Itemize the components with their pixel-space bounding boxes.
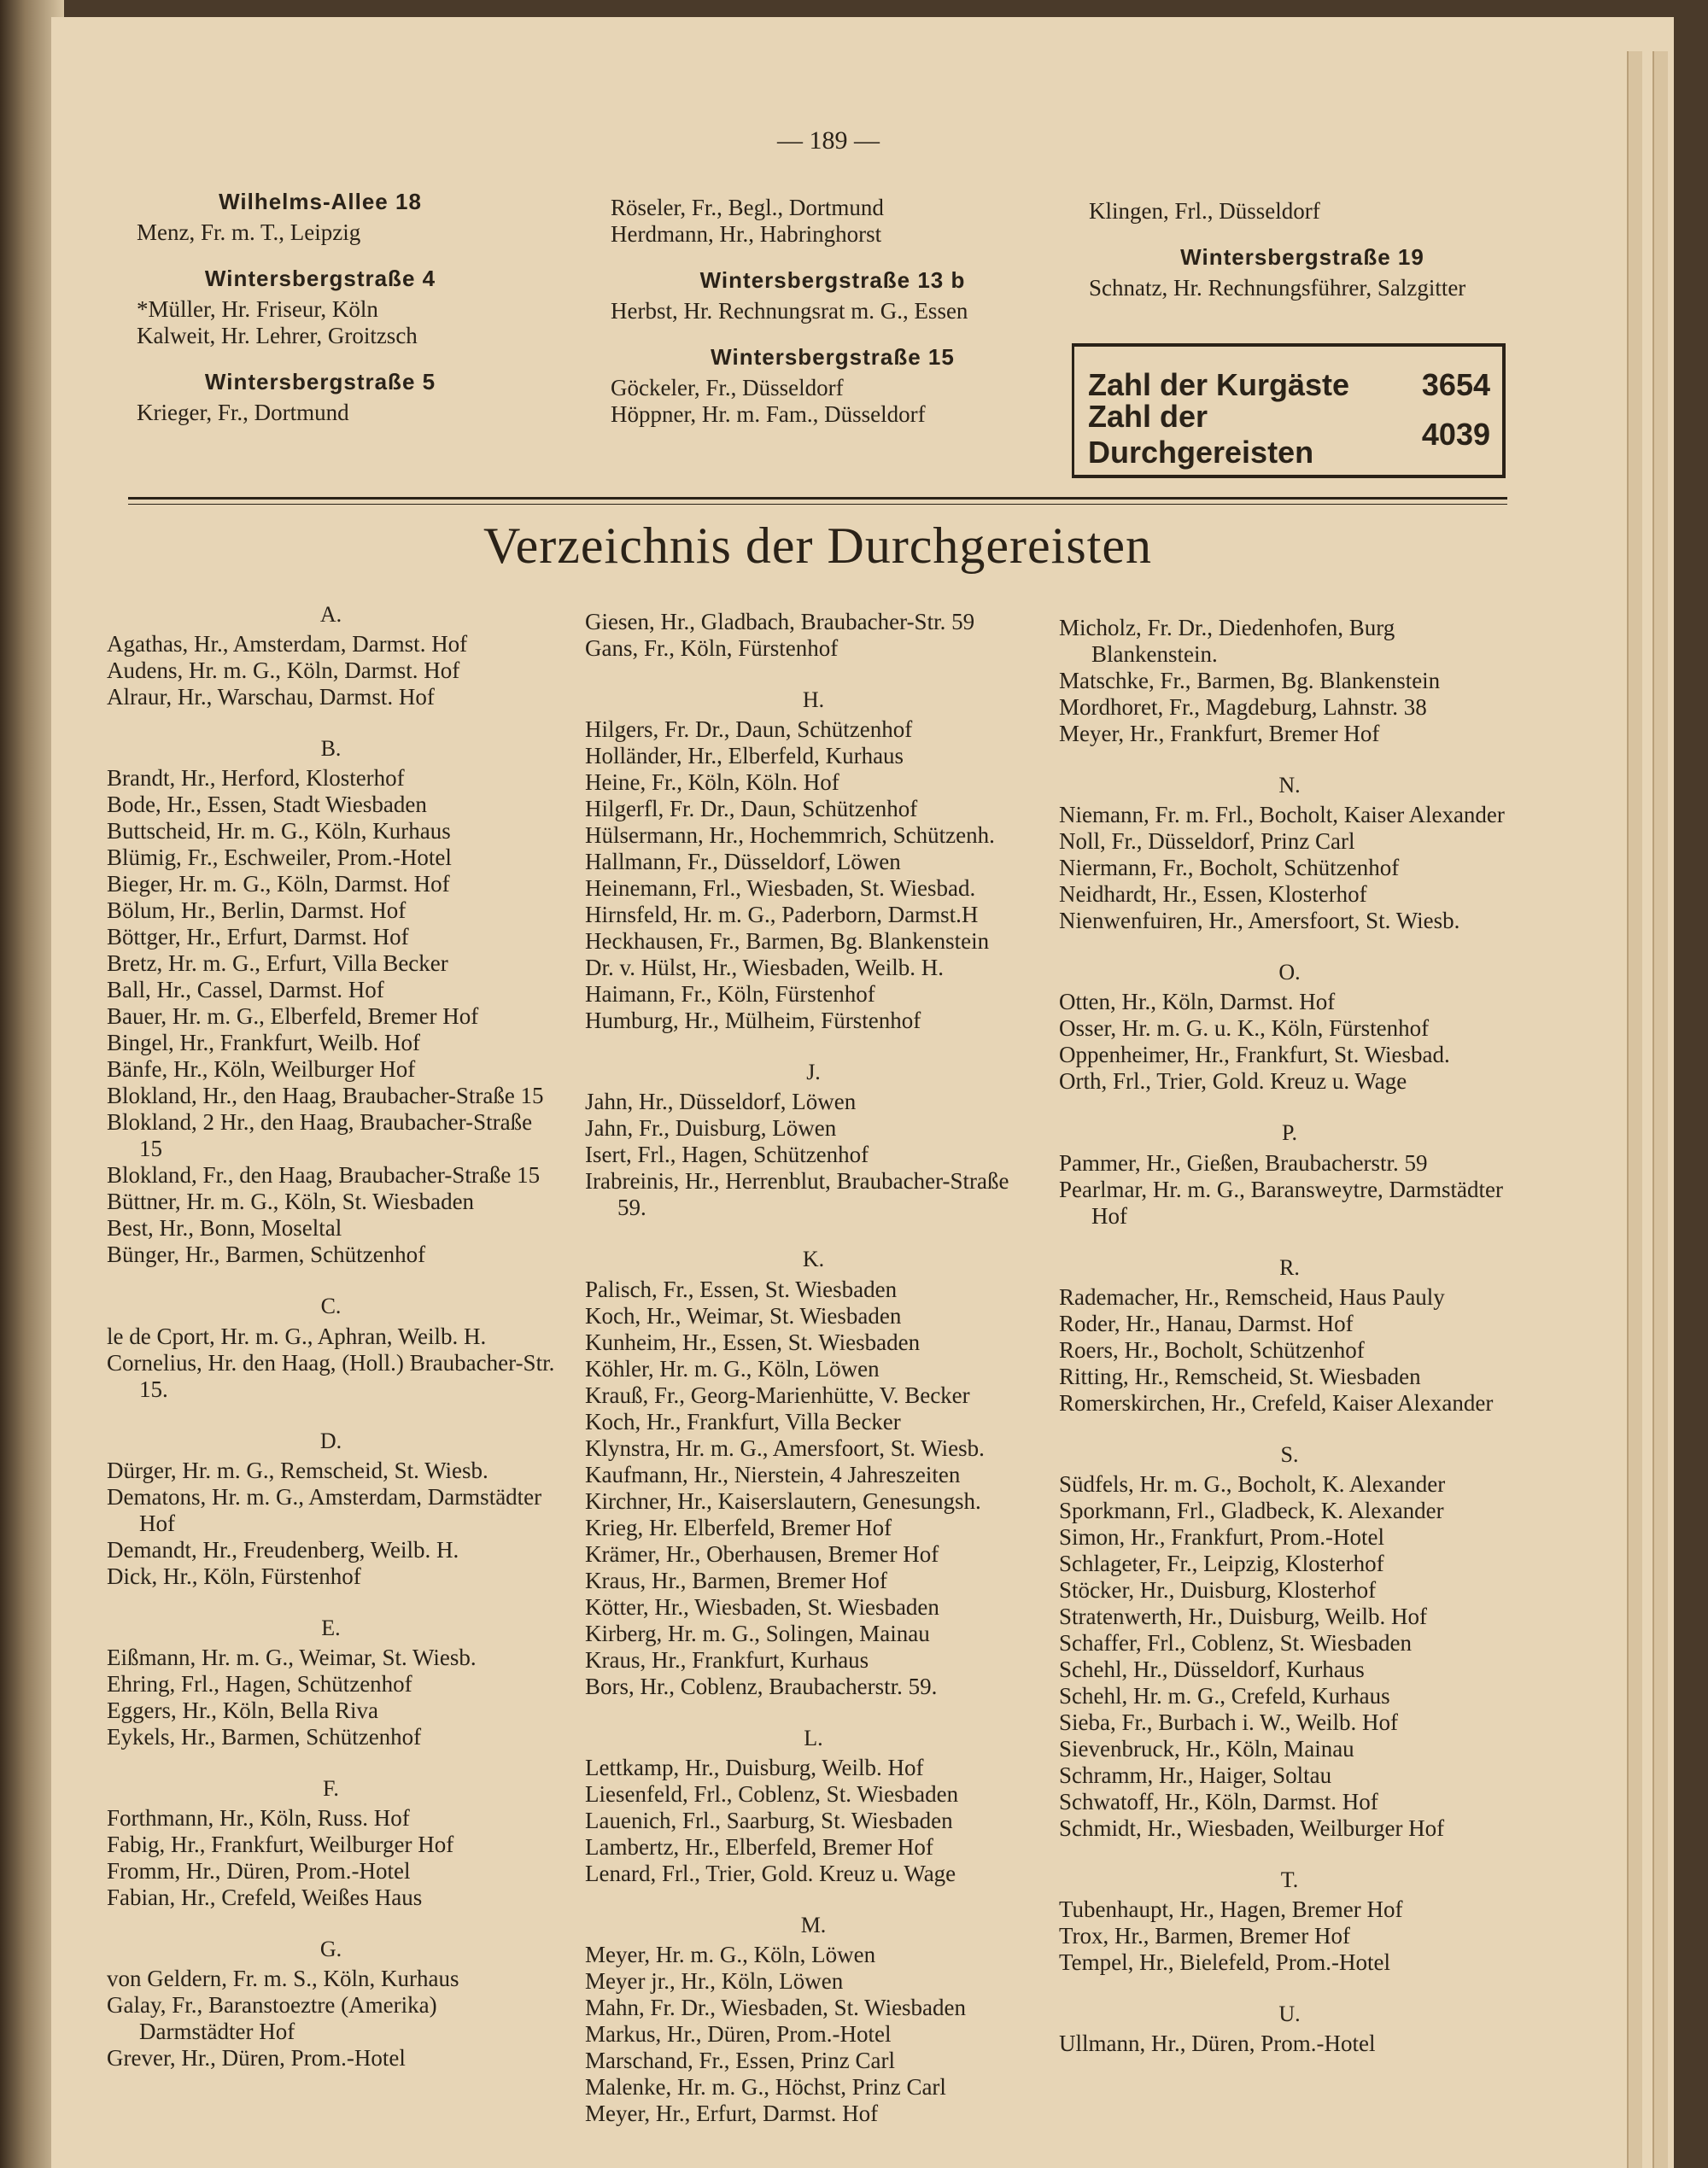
top-column-middle	[611, 195, 1055, 428]
traveler-entry: Sieba, Fr., Burbach i. W., Weilb. Hof	[1059, 1709, 1399, 1736]
traveler-entry: Koch, Hr., Weimar, St. Wiesbaden	[585, 1302, 902, 1329]
traveler-entry: Kraus, Hr., Barmen, Bremer Hof	[585, 1567, 887, 1593]
traveler-entry: Köhler, Hr. m. G., Köln, Löwen	[585, 1355, 880, 1382]
guest-entry: Herdmann, Hr., Habringhorst	[611, 221, 882, 247]
traveler-entry: Krauß, Fr., Georg-Marienhütte, V. Becker	[585, 1382, 970, 1408]
street-heading: Wintersbergstraße 15	[711, 344, 955, 370]
traveler-entry: Tempel, Hr., Bielefeld, Prom.-Hotel	[1059, 1949, 1391, 1976]
traveler-entry: Ritting, Hr., Remscheid, St. Wiesbaden	[1059, 1363, 1421, 1389]
letter-heading: P.	[1281, 1120, 1298, 1146]
page-title: Verzeichnis der Durchgereisten	[483, 517, 1152, 574]
traveler-entry: Rademacher, Hr., Remscheid, Haus Pauly	[1059, 1283, 1445, 1310]
traveler-entry: Malenke, Hr. m. G., Höchst, Prinz Carl	[585, 2074, 946, 2101]
letter-heading: D.	[319, 1428, 342, 1453]
traveler-entry: Büttner, Hr. m. G., Köln, St. Wiesbaden	[107, 1189, 475, 1215]
traveler-entry: Krieg, Hr. Elberfeld, Bremer Hof	[585, 1514, 892, 1540]
guest-entry: *Müller, Hr. Friseur, Köln	[137, 296, 378, 322]
traveler-entry: Bänfe, Hr., Köln, Weilburger Hof	[107, 1056, 416, 1083]
letter-heading: B.	[320, 736, 342, 762]
traveler-entry: Bors, Hr., Coblenz, Braubacherstr. 59.	[585, 1673, 938, 1699]
traveler-entry: Holländer, Hr., Elberfeld, Kurhaus	[585, 743, 904, 769]
traveler-entry: Kötter, Hr., Wiesbaden, St. Wiesbaden	[585, 1593, 939, 1620]
traveler-entry: Bünger, Hr., Barmen, Schützenhof	[107, 1242, 426, 1268]
traveler-entry: Fabig, Hr., Frankfurt, Weilburger Hof	[107, 1832, 454, 1858]
directory-column-middle	[585, 609, 1042, 2127]
traveler-entry: Ehring, Frl., Hagen, Schützenhof	[107, 1671, 412, 1698]
traveler-entry: Dr. v. Hülst, Hr., Wiesbaden, Weilb. H.	[585, 955, 944, 981]
traveler-entry: Dematons, Hr. m. G., Amsterdam, Darmstädter Hof	[107, 1483, 542, 1536]
traveler-entry: Heine, Fr., Köln, Köln. Hof	[585, 769, 839, 796]
traveler-entry: Romerskirchen, Hr., Crefeld, Kaiser Alexander	[1059, 1389, 1494, 1416]
letter-heading: E.	[321, 1615, 341, 1640]
traveler-entry: Pammer, Hr., Gießen, Braubacherstr. 59	[1059, 1149, 1428, 1176]
traveler-entry: Audens, Hr. m. G., Köln, Darmst. Hof	[107, 657, 460, 684]
traveler-entry: Sporkmann, Frl., Gladbeck, K. Alexander	[1059, 1498, 1444, 1524]
traveler-entry: Sievenbruck, Hr., Köln, Mainau	[1059, 1736, 1354, 1762]
traveler-entry: Kraus, Hr., Frankfurt, Kurhaus	[585, 1646, 869, 1673]
guest-entry: Herbst, Hr. Rechnungsrat m. G., Essen	[611, 298, 968, 324]
traveler-entry: Eggers, Hr., Köln, Bella Riva	[107, 1698, 378, 1724]
traveler-entry: Fromm, Hr., Düren, Prom.-Hotel	[107, 1858, 411, 1885]
traveler-entry: Dürger, Hr. m. G., Remscheid, St. Wiesb.	[107, 1457, 488, 1483]
traveler-entry: Blokland, Hr., den Haag, Braubacher-Straße 15	[107, 1083, 544, 1109]
street-heading: Wilhelms-Allee 18	[219, 189, 422, 214]
guest-entry: Höppner, Hr. m. Fam., Düsseldorf	[611, 401, 926, 427]
traveler-entry: Niemann, Fr. m. Frl., Bocholt, Kaiser Alexander	[1059, 802, 1505, 828]
traveler-entry: Otten, Hr., Köln, Darmst. Hof	[1059, 989, 1336, 1015]
traveler-entry: Pearlmar, Hr. m. G., Baranswеytre, Darmstädter Hof	[1059, 1176, 1504, 1229]
traveler-entry: von Geldern, Fr. m. S., Köln, Kurhaus	[107, 1966, 459, 1992]
page-edge	[1652, 51, 1668, 2168]
traveler-entry: Dick, Hr., Köln, Fürstenhof	[107, 1563, 361, 1589]
traveler-entry: Meyer jr., Hr., Köln, Löwen	[585, 1968, 844, 1995]
letter-heading: O.	[1278, 960, 1301, 985]
traveler-entry: Stöcker, Hr., Duisburg, Klosterhof	[1059, 1577, 1377, 1604]
guest-entry: Göckeler, Fr., Düsseldorf	[611, 375, 844, 400]
top-column-right	[1089, 198, 1516, 301]
traveler-entry: Krämer, Hr., Oberhausen, Bremer Hof	[585, 1540, 939, 1567]
traveler-entry: Humburg, Hr., Mülheim, Fürstenhof	[585, 1008, 921, 1034]
traveler-entry: Schwatoff, Hr., Köln, Darmst. Hof	[1059, 1789, 1378, 1815]
traveler-entry: Niermann, Fr., Bocholt, Schützenhof	[1059, 855, 1400, 881]
durchgereisten-row	[1088, 399, 1490, 470]
page-number: — 189 —	[777, 126, 880, 155]
traveler-entry: Orth, Frl., Trier, Gold. Kreuz u. Wage	[1059, 1068, 1407, 1095]
traveler-entry: Osser, Hr. m. G. u. K., Köln, Fürstenhof	[1059, 1015, 1430, 1042]
traveler-entry: Blokland, 2 Hr., den Haag, Braubacher-Straße 15	[107, 1109, 533, 1162]
letter-heading: C.	[320, 1294, 342, 1319]
traveler-entry: Kirchner, Hr., Kaiserslautern, Genesungsh.	[585, 1487, 981, 1514]
traveler-entry: Ball, Hr., Cassel, Darmst. Hof	[107, 977, 384, 1003]
traveler-entry: Galay, Fr., Baranstoeztre (Amerika) Darmstädter Hof	[107, 1992, 437, 2045]
traveler-entry: Ullmann, Hr., Düren, Prom.-Hotel	[1059, 2031, 1376, 2057]
street-heading: Wintersbergstraße 5	[204, 369, 436, 394]
traveler-entry: Jahn, Fr., Duisburg, Löwen	[585, 1115, 837, 1142]
directory-column-left	[107, 602, 555, 2072]
traveler-entry: Hirnsfeld, Hr. m. G., Paderborn, Darmst.H	[585, 902, 979, 928]
traveler-entry: Markus, Hr., Düren, Prom.-Hotel	[585, 2021, 892, 2048]
letter-heading: L.	[804, 1725, 823, 1750]
traveler-entry: Tubenhaupt, Hr., Hagen, Bremer Hof	[1059, 1896, 1403, 1923]
traveler-entry: Agathas, Hr., Amsterdam, Darmst. Hof	[107, 631, 468, 657]
traveler-entry: Schaffer, Frl., Coblenz, St. Wiesbaden	[1059, 1630, 1413, 1657]
durchgereisten-label: Zahl der Durchgereisten	[1088, 399, 1314, 470]
traveler-entry: Marschand, Fr., Essen, Prinz Carl	[585, 2048, 895, 2074]
traveler-entry: Klynstra, Hr. m. G., Amersfoort, St. Wiesb.	[585, 1435, 985, 1461]
traveler-entry: Jahn, Hr., Düsseldorf, Löwen	[585, 1089, 857, 1115]
traveler-entry: Schramm, Hr., Haiger, Soltau	[1059, 1762, 1332, 1789]
traveler-entry: Trox, Hr., Barmen, Bremer Hof	[1059, 1923, 1350, 1949]
traveler-entry: Fabian, Hr., Crefeld, Weißes Haus	[107, 1885, 423, 1911]
traveler-entry: Demandt, Hr., Freudenberg, Weilb. H.	[107, 1536, 459, 1563]
traveler-entry: Oppenheimer, Hr., Frankfurt, St. Wiesbad.	[1059, 1042, 1450, 1068]
traveler-entry: Böttger, Hr., Erfurt, Darmst. Hof	[107, 924, 409, 950]
traveler-entry: Kaufmann, Hr., Nierstein, 4 Jahreszeiten	[585, 1461, 961, 1487]
traveler-entry: Matschke, Fr., Barmen, Bg. Blankenstein	[1059, 668, 1441, 693]
traveler-entry: Stratenwerth, Hr., Duisburg, Weilb. Hof	[1059, 1604, 1428, 1630]
traveler-entry: Bretz, Hr. m. G., Erfurt, Villa Becker	[107, 950, 448, 977]
letter-heading: F.	[323, 1776, 339, 1802]
traveler-entry: Liesenfeld, Frl., Coblenz, St. Wiesbaden	[585, 1780, 959, 1807]
traveler-entry: Brandt, Hr., Herford, Klosterhof	[107, 765, 405, 792]
traveler-entry: Blokland, Fr., den Haag, Braubacher-Straße 15	[107, 1162, 541, 1189]
traveler-entry: Irabreinis, Hr., Herrenblut, Braubacher-Straße 59.	[585, 1168, 1009, 1221]
guest-entry: Schnatz, Hr. Rechnungsführer, Salzgitter	[1089, 275, 1466, 301]
traveler-entry: Palisch, Fr., Essen, St. Wiesbaden	[585, 1276, 898, 1302]
traveler-entry: Mordhoret, Fr., Magdeburg, Lahnstr. 38	[1059, 694, 1427, 720]
letter-heading: R.	[1279, 1254, 1300, 1280]
guest-count-box	[1072, 343, 1506, 478]
letter-heading: G.	[319, 1937, 342, 1962]
traveler-entry: Meyer, Hr., Frankfurt, Bremer Hof	[1059, 721, 1380, 746]
letter-heading: M.	[800, 1912, 827, 1937]
guest-entry: Röseler, Fr., Begl., Dortmund	[611, 195, 884, 220]
traveler-entry: Eykels, Hr., Barmen, Schützenhof	[107, 1724, 422, 1750]
traveler-entry: Meyer, Hr. m. G., Köln, Löwen	[585, 1942, 876, 1968]
traveler-entry: Hilgers, Fr. Dr., Daun, Schützenhof	[585, 716, 913, 743]
traveler-entry: Hilgerfl, Fr. Dr., Daun, Schützenhof	[585, 796, 918, 822]
traveler-entry: Roder, Hr., Hanau, Darmst. Hof	[1059, 1310, 1354, 1336]
traveler-entry: Roers, Hr., Bocholt, Schützenhof	[1059, 1336, 1365, 1363]
traveler-entry: Mahn, Fr. Dr., Wiesbaden, St. Wiesbaden	[585, 1995, 967, 2021]
traveler-entry: le de Cport, Hr. m. G., Aphran, Weilb. H.	[107, 1323, 487, 1349]
street-heading: Wintersbergstraße 19	[1180, 244, 1424, 270]
guest-entry: Krieger, Fr., Dortmund	[137, 400, 349, 425]
traveler-entry: Lauenich, Frl., Saarburg, St. Wiesbaden	[585, 1807, 953, 1833]
traveler-entry: Nienwenfuiren, Hr., Amersfoort, St. Wiesb.	[1059, 908, 1460, 934]
traveler-entry: Südfels, Hr. m. G., Bocholt, K. Alexander	[1059, 1471, 1446, 1498]
traveler-entry: Kirberg, Hr. m. G., Solingen, Mainau	[585, 1620, 930, 1646]
guest-entry: Kalweit, Hr. Lehrer, Groitzsch	[137, 323, 418, 348]
traveler-entry: Bauer, Hr. m. G., Elberfeld, Bremer Hof	[107, 1003, 479, 1030]
letter-heading: A.	[319, 602, 342, 627]
traveler-entry: Micholz, Fr. Dr., Diedenhofen, Burg Blankenstein.	[1059, 615, 1395, 667]
top-column-left	[137, 188, 504, 426]
durchgereisten-value: 4039	[1421, 417, 1490, 452]
traveler-entry: Meyer, Hr., Erfurt, Darmst. Hof	[585, 2101, 879, 2127]
traveler-entry: Schlageter, Fr., Leipzig, Klosterhof	[1059, 1551, 1384, 1577]
traveler-entry: Lambertz, Hr., Elberfeld, Bremer Hof	[585, 1833, 933, 1860]
guest-entry: Klingen, Frl., Düsseldorf	[1089, 198, 1320, 224]
traveler-entry: Alraur, Hr., Warschau, Darmst. Hof	[107, 684, 435, 710]
letter-heading: T.	[1280, 1867, 1299, 1893]
traveler-entry: Buttscheid, Hr. m. G., Köln, Kurhaus	[107, 818, 451, 844]
traveler-entry: Neidhardt, Hr., Essen, Klosterhof	[1059, 881, 1367, 908]
letter-heading: N.	[1278, 773, 1301, 798]
traveler-entry: Lenard, Frl., Trier, Gold. Kreuz u. Wage	[585, 1860, 956, 1886]
traveler-entry: Gans, Fr., Köln, Fürstenhof	[585, 635, 839, 661]
kurgaeste-label: Zahl der Kurgäste	[1088, 367, 1350, 402]
traveler-entry: Eißmann, Hr. m. G., Weimar, St. Wiesb.	[107, 1645, 477, 1671]
traveler-entry: Noll, Fr., Düsseldorf, Prinz Carl	[1059, 828, 1355, 855]
letter-heading: H.	[802, 687, 825, 712]
section-divider	[128, 497, 1507, 500]
street-heading: Wintersbergstraße 13 b	[699, 267, 966, 293]
traveler-entry: Hallmann, Fr., Düsseldorf, Löwen	[585, 849, 901, 875]
traveler-entry: Grever, Hr., Düren, Prom.-Hotel	[107, 2045, 406, 2072]
letter-heading: U.	[1278, 2001, 1301, 2027]
letter-heading: K.	[802, 1247, 825, 1272]
traveler-entry: Bode, Hr., Essen, Stadt Wiesbaden	[107, 792, 427, 818]
traveler-entry: Heinemann, Frl., Wiesbaden, St. Wiesbad.	[585, 875, 976, 902]
traveler-entry: Isert, Frl., Hagen, Schützenhof	[585, 1142, 869, 1168]
traveler-entry: Bölum, Hr., Berlin, Darmst. Hof	[107, 897, 407, 924]
traveler-entry: Simon, Hr., Frankfurt, Prom.-Hotel	[1059, 1524, 1384, 1551]
traveler-entry: Schehl, Hr. m. G., Crefeld, Kurhaus	[1059, 1683, 1390, 1709]
traveler-entry: Schehl, Hr., Düsseldorf, Kurhaus	[1059, 1657, 1365, 1683]
traveler-entry: Forthmann, Hr., Köln, Russ. Hof	[107, 1805, 410, 1832]
traveler-entry: Lettkamp, Hr., Duisburg, Weilb. Hof	[585, 1754, 924, 1780]
traveler-entry: Hülsermann, Hr., Hochemmrich, Schützenh.	[585, 822, 995, 849]
traveler-entry: Haimann, Fr., Köln, Fürstenhof	[585, 981, 875, 1008]
traveler-entry: Schmidt, Hr., Wiesbaden, Weilburger Hof	[1059, 1815, 1445, 1842]
traveler-entry: Koch, Hr., Frankfurt, Villa Becker	[585, 1408, 901, 1435]
traveler-entry: Heckhausen, Fr., Barmen, Bg. Blankenstein	[585, 928, 990, 955]
traveler-entry: Cornelius, Hr. den Haag, (Holl.) Braubacher-Str. 15.	[107, 1349, 555, 1402]
traveler-entry: Kunheim, Hr., Essen, St. Wiesbaden	[585, 1329, 921, 1355]
traveler-entry: Best, Hr., Bonn, Moseltal	[107, 1215, 342, 1242]
street-heading: Wintersbergstraße 4	[204, 266, 436, 291]
traveler-entry: Giesen, Hr., Gladbach, Braubacher-Str. 59	[585, 609, 975, 634]
traveler-entry: Bieger, Hr. m. G., Köln, Darmst. Hof	[107, 871, 450, 897]
page-edge	[1627, 51, 1642, 2168]
letter-heading: J.	[806, 1060, 821, 1085]
traveler-entry: Bingel, Hr., Frankfurt, Weilb. Hof	[107, 1030, 421, 1056]
letter-heading: S.	[1280, 1441, 1299, 1467]
section-divider-thin	[128, 504, 1507, 505]
guest-entry: Menz, Fr. m. T., Leipzig	[137, 219, 361, 245]
kurgaeste-value: 3654	[1421, 367, 1490, 402]
directory-column-right	[1059, 615, 1520, 2057]
traveler-entry: Blümig, Fr., Eschweiler, Prom.-Hotel	[107, 844, 452, 871]
